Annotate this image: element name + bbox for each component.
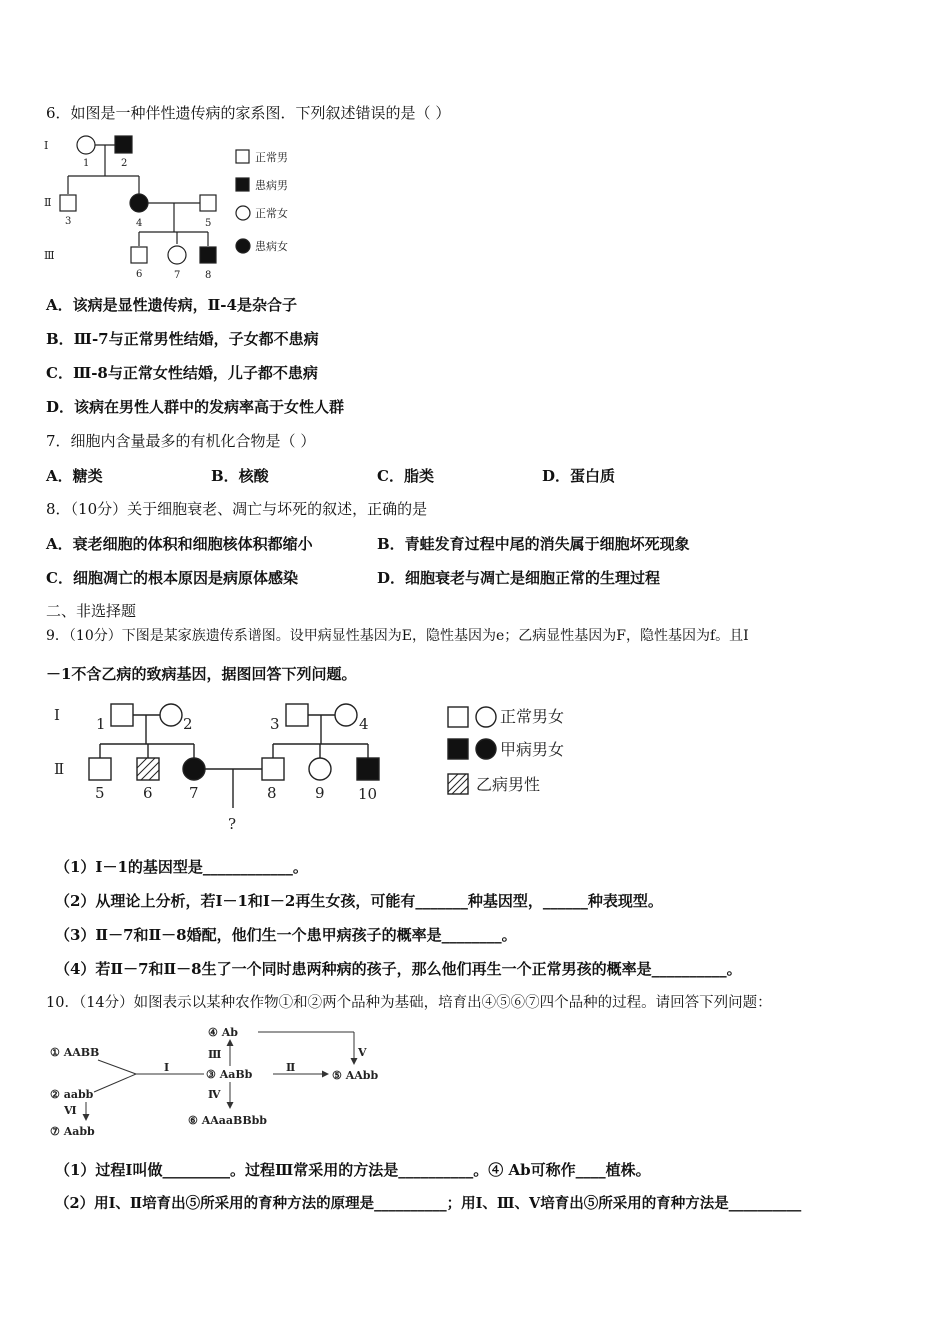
q6-legend-affected-male: 患病男 [255,179,288,192]
q6-legend-affected-female: 患病女 [255,240,288,253]
q6-pedigree [40,128,320,288]
q6-option-b: B．Ⅲ-7与正常男性结婚，子女都不患病 [46,330,319,348]
q9-legend-normal-female-symbol [476,707,496,727]
q6-id-4: 4 [136,218,143,229]
q9-legend-disease-a-male-symbol [448,739,468,759]
q6-person-2-affected-male [115,136,132,153]
q10-node-1: ① AABB [50,1046,100,1059]
q8-option-d: D．细胞衰老与凋亡是细胞正常的生理过程 [377,569,661,587]
q10-sub-1: （1）过程Ⅰ叫做_________。过程Ⅲ常采用的方法是__________。④ Ab可称作____植株。 [55,1161,651,1179]
q9-person-10-disease-a-male [357,758,379,780]
q9-id-9: 9 [315,784,325,802]
q6-stem: 6．如图是一种伴性遗传病的家系图．下列叙述错误的是（ ） [46,104,451,122]
q9-stem-line-2: －1不含乙病的致病基因，据图回答下列问题。 [46,665,357,683]
q6-person-1-normal-female [77,136,95,154]
q6-id-3: 3 [65,216,72,227]
q6-legend-normal-male: 正常男 [255,151,288,164]
q6-gen-label-3: Ⅲ [44,249,55,262]
q6-id-6: 6 [136,269,143,280]
q6-option-c: C．Ⅲ-8与正常女性结婚，儿子都不患病 [46,364,318,382]
q9-id-3: 3 [270,715,280,733]
q8-option-a: A．衰老细胞的体积和细胞核体积都缩小 [46,535,313,553]
q10-node-3: ③ AaBb [206,1068,253,1081]
q10-node-6: ⑥ AAaaBBbb [188,1114,267,1127]
q9-pedigree [50,698,600,838]
q9-id-5: 5 [95,784,105,802]
q9-sub-1: （1）Ⅰ－1的基因型是____________。 [55,858,308,876]
q7-option-d: D．蛋白质 [542,467,616,485]
q9-person-2-normal-female [160,704,182,726]
q9-person-6-disease-b-male [137,758,159,780]
q9-legend-disease-b: 乙病男性 [476,775,541,794]
q6-legend-normal-female: 正常女 [255,207,288,220]
q10-node-7: ⑦ Aabb [50,1125,95,1138]
q9-legend-normal-male-symbol [448,707,468,727]
q10-step-1: Ⅰ [164,1061,170,1074]
q9-legend-disease-a: 甲病男女 [500,740,565,759]
q8-option-c: C．细胞凋亡的根本原因是病原体感染 [46,569,298,587]
q6-gen-label-2: Ⅱ [44,196,52,209]
q6-legend-normal-male-symbol [236,150,249,163]
q6-person-6-normal-male [131,247,147,263]
q10-step-2: Ⅱ [286,1061,296,1074]
q6-id-1: 1 [83,158,90,169]
q9-legend-disease-b-male-symbol [448,774,468,794]
q6-person-4-affected-female [130,194,148,212]
q6-legend-affected-female-symbol [236,239,250,253]
q9-legend-disease-a-female-symbol [476,739,496,759]
q9-id-10: 10 [358,785,378,803]
q9-id-7: 7 [189,784,199,802]
q6-person-3-normal-male [60,195,76,211]
q10-stem: 10．（14分）如图表示以某种农作物①和②两个品种为基础，培育出④⑤⑥⑦四个品种的过程。请回答下列问题： [46,995,772,1011]
q10-breeding-diagram [48,1022,393,1142]
q9-id-4: 4 [359,715,369,733]
q6-legend-affected-male-symbol [236,178,249,191]
q9-legend-normal: 正常男女 [500,707,565,726]
q9-person-1-normal-male [111,704,133,726]
q6-id-5: 5 [205,218,212,229]
q8-stem: 8．（10分）关于细胞衰老、凋亡与坏死的叙述，正确的是 [46,500,428,518]
q9-id-1: 1 [96,715,106,733]
q9-person-7-disease-a-female [183,758,205,780]
q9-gen-label-1: Ⅰ [54,706,60,724]
q7-stem: 7．细胞内含量最多的有机化合物是（ ） [46,432,316,450]
q6-legend-normal-female-symbol [236,206,250,220]
q10-step-5: Ⅴ [358,1046,367,1059]
q9-id-6: 6 [143,784,153,802]
q9-unknown-child: ? [228,815,237,833]
q9-id-8: 8 [267,784,277,802]
q9-stem-line-1: 9．（10分）下图是某家族遗传系谱图。设甲病显性基因为E，隐性基因为e；乙病显性基因为F，隐性基因为f。且Ⅰ [46,628,749,644]
q6-id-2: 2 [121,158,128,169]
q10-step-3: Ⅲ [208,1048,222,1061]
q10-node-2: ② aabb [50,1088,94,1101]
q9-person-9-normal-female [309,758,331,780]
q9-sub-4: （4）若Ⅱ－7和Ⅱ－8生了一个同时患两种病的孩子，那么他们再生一个正常男孩的概率是__________。 [55,960,742,978]
q6-option-a: A．该病是显性遗传病，Ⅱ-4是杂合子 [46,296,297,314]
q9-sub-2: （2）从理论上分析，若Ⅰ－1和Ⅰ－2再生女孩，可能有_______种基因型，______种表现型。 [55,892,663,910]
section-2-heading: 二、非选择题 [46,602,137,620]
q6-gen-label-1: Ⅰ [44,139,49,152]
q9-sub-3: （3）Ⅱ－7和Ⅱ－8婚配，他们生一个患甲病孩子的概率是________。 [55,926,517,944]
q6-person-5-normal-male [200,195,216,211]
q10-node-5: ⑤ AAbb [332,1069,379,1082]
q9-person-4-normal-female [335,704,357,726]
q6-id-7: 7 [174,270,181,281]
q7-option-c: C．脂类 [377,467,434,485]
q6-option-d: D．该病在男性人群中的发病率高于女性人群 [46,398,345,416]
q6-person-8-affected-male [200,247,216,263]
q10-step-6: Ⅵ [64,1104,77,1117]
q9-person-5-normal-male [89,758,111,780]
q7-option-a: A．糖类 [46,467,103,485]
q9-gen-label-2: Ⅱ [54,760,65,778]
q9-person-3-normal-male [286,704,308,726]
q6-person-7-normal-female [168,246,186,264]
q9-person-8-normal-male [262,758,284,780]
q7-option-b: B．核酸 [211,467,269,485]
q8-option-b: B．青蛙发育过程中尾的消失属于细胞坏死现象 [377,535,690,553]
q10-step-4: Ⅳ [208,1088,221,1101]
q10-sub-2: （2）用Ⅰ、Ⅱ培育出⑤所采用的育种方法的原理是__________；用Ⅰ、Ⅲ、Ⅴ培育出⑤所采用的育种方法是__________ [55,1195,802,1212]
q6-id-8: 8 [205,270,212,281]
q10-node-4: ④ Ab [208,1026,238,1039]
q9-id-2: 2 [183,715,193,733]
